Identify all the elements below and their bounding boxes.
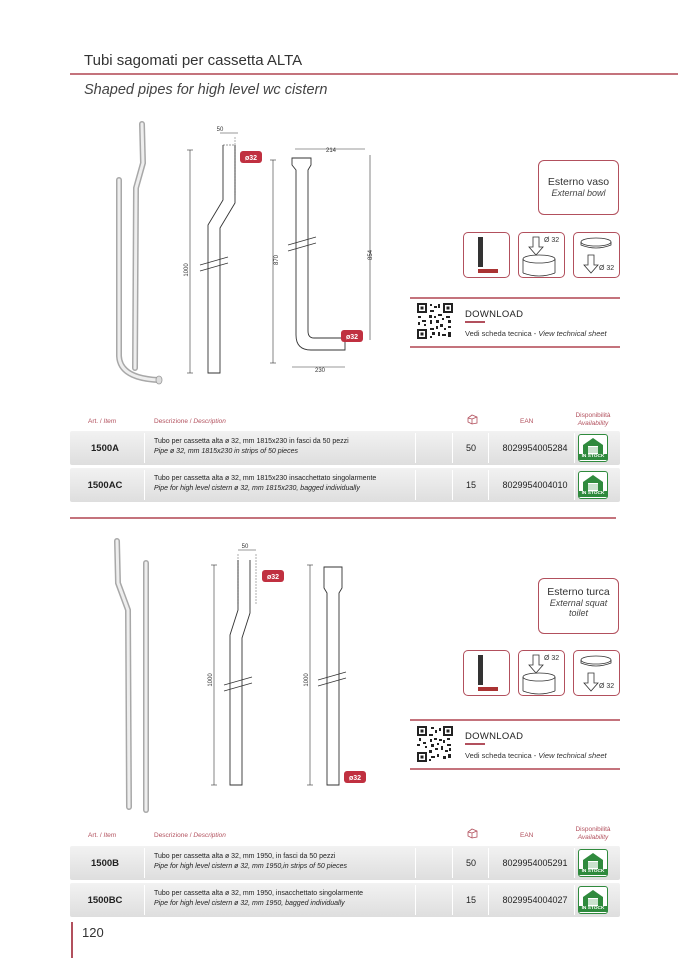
item-ean: 8029954005291 [502,858,568,868]
item-quantity: 50 [465,443,476,453]
col-header-item: Art. / Item [88,832,117,839]
download-rule-top [410,297,620,299]
download-rule-bottom [410,768,620,770]
pipe-b-width-label: 214 [325,148,337,154]
in-stock-badge: IN STOCK [578,471,608,499]
pipe-outlet-icon [573,650,620,696]
mount-type-label-en: External bowl [551,188,606,198]
mount-type-label: Esterno vaso [547,176,610,188]
item-description: Tubo per cassetta alta ø 32, mm 1815x230 insacchettato singolarmente Pipe for high level cistern ø 32, mm 1815x230, bagged individually [154,475,377,492]
pipe-d-diameter-badge: ø32 [348,775,362,782]
col-header-ean: EAN [520,418,534,425]
download-link-en: View technical sheet [538,329,607,338]
table-row [70,883,620,917]
technical-drawing-pipe-b [200,540,370,790]
pipe-b-bottom-label: 230 [314,368,326,374]
product-photo-pipe-a [100,118,170,393]
item-quantity: 15 [465,480,476,490]
item-code: 1500A [91,443,119,454]
table-row [70,468,620,502]
mount-type-box [538,578,619,634]
page-title: Tubi sagomati per cassetta ALTA [84,52,303,69]
in-stock-badge: IN STOCK [578,849,608,877]
item-ean: 8029954005284 [502,443,568,453]
table-row [70,431,620,465]
download-rule-bottom [410,346,620,348]
icon-diameter-2: Ø 32 [599,265,615,272]
col-header-description: Descrizione / Description [154,832,226,839]
mount-type-label: Esterno turca [547,586,610,598]
warehouse-icon [579,472,607,492]
qr-code-icon[interactable] [416,725,454,763]
qr-code-icon[interactable] [416,302,454,340]
box-icon [466,414,479,425]
pipe-d-height-label: 1000 [304,673,310,687]
pipe-inlet-icon [518,650,565,696]
pipe-outlet-icon [573,232,620,278]
section-divider [70,517,616,519]
pipe-c-height-label: 1000 [208,673,214,687]
download-title[interactable]: DOWNLOAD [465,731,524,742]
box-icon [466,828,479,839]
download-title[interactable]: DOWNLOAD [465,309,524,320]
download-link[interactable]: Vedi scheda tecnica - View technical sheet [465,329,607,338]
page-number: 120 [82,925,104,940]
download-link-en: View technical sheet [538,751,607,760]
warehouse-icon [579,850,607,870]
wall-mount-icon [463,232,510,278]
pipe-a-offset-label: 50 [216,127,224,133]
download-underline [465,743,485,745]
item-code: 1500BC [87,895,123,906]
col-header-availability: Disponibilità Availability [575,826,611,841]
technical-drawing-pipe-a [180,125,380,380]
item-ean: 8029954004010 [502,480,568,490]
pipe-b-diameter-badge: ø32 [345,334,359,341]
icon-diameter-1: Ø 32 [544,655,560,662]
col-header-item: Art. / Item [88,418,117,425]
item-code: 1500B [91,858,119,869]
icon-diameter-1: Ø 32 [544,237,560,244]
mount-type-label-en: External squat toilet [549,598,608,618]
pipe-c-diameter-badge: ø32 [266,574,280,581]
product-photo-pipe-b [100,535,160,820]
warehouse-icon [579,435,607,455]
pipe-a-height-label: 1000 [184,263,190,277]
item-quantity: 50 [465,858,476,868]
in-stock-badge: IN STOCK [578,886,608,914]
col-header-availability: Disponibilità Availability [575,412,611,427]
download-rule-top [410,719,620,721]
pipe-c-offset-label: 50 [241,544,249,550]
download-link-it: Vedi scheda tecnica [465,751,532,760]
item-description: Tubo per cassetta alta ø 32, mm 1815x230 in fasci da 50 pezzi Pipe ø 32, mm 1815x230 in strips of 50 pieces [154,438,349,455]
item-description: Tubo per cassetta alta ø 32, mm 1950, insacchettato singolarmente Pipe for high level cistern ø 32, mm 1950, bagged individually [154,890,364,907]
col-header-ean: EAN [520,832,534,839]
pipe-b-total-label: 854 [368,249,374,261]
icon-diameter-2: Ø 32 [599,683,615,690]
col-header-description: Descrizione / Description [154,418,226,425]
download-underline [465,321,485,323]
mount-type-box [538,160,619,215]
pipe-b-height-label: 870 [274,254,280,266]
pipe-inlet-icon [518,232,565,278]
item-code: 1500AC [87,480,123,491]
table-row [70,846,620,880]
title-rule [70,73,678,75]
page-number-bar [71,922,73,958]
in-stock-badge: IN STOCK [578,434,608,462]
warehouse-icon [579,887,607,907]
item-quantity: 15 [465,895,476,905]
download-link-it: Vedi scheda tecnica [465,329,532,338]
item-ean: 8029954004027 [502,895,568,905]
pipe-a-diameter-badge: ø32 [244,155,258,162]
download-link[interactable]: Vedi scheda tecnica - View technical sheet [465,751,607,760]
wall-mount-icon [463,650,510,696]
item-description: Tubo per cassetta alta ø 32, mm 1950, in fasci da 50 pezzi Pipe for high level cistern ø 32, mm 1950,in strips of 50 pieces [154,853,347,870]
page-subtitle: Shaped pipes for high level wc cistern [84,82,328,98]
